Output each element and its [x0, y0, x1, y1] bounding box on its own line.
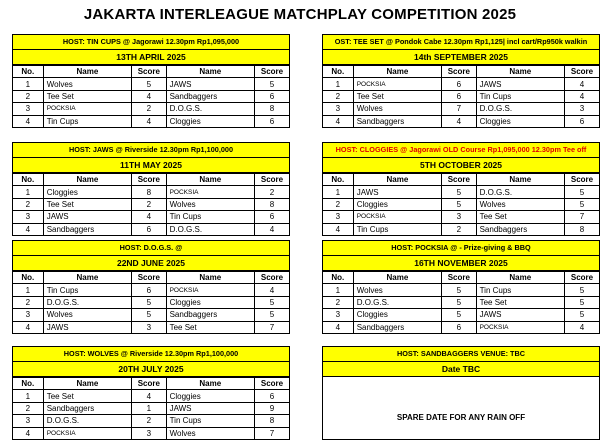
header-score: Score [565, 66, 600, 78]
fixtures-table [13, 377, 289, 439]
round-date: 13TH APRIL 2025 [13, 50, 289, 65]
match-number: 3 [323, 309, 353, 321]
round-block [12, 142, 290, 236]
home-score: 5 [132, 309, 167, 321]
home-score: 6 [442, 90, 477, 102]
table-header-row [13, 66, 289, 78]
away-score: 7 [255, 427, 290, 439]
home-score: 3 [442, 211, 477, 223]
home-score: 8 [132, 186, 167, 198]
away-score: 5 [565, 296, 600, 308]
home-team: Wolves [353, 103, 441, 115]
table-row [323, 115, 599, 127]
away-team: JAWS [166, 402, 254, 414]
match-number: 1 [13, 284, 43, 296]
round-host: OST: TEE SET @ Pondok Cabe 12.30pm Rp1,125| incl cart/Rp950k walkin [323, 35, 599, 50]
round-date: 16TH NOVEMBER 2025 [323, 256, 599, 271]
away-score: 6 [255, 115, 290, 127]
home-team: Tee Set [43, 90, 131, 102]
away-team: Tee Set [476, 296, 564, 308]
header-name: Name [476, 272, 564, 284]
away-team: JAWS [476, 309, 564, 321]
header-name: Name [476, 66, 564, 78]
round-host: HOST: JAWS @ Riverside 12.30pm Rp1,100,000 [13, 143, 289, 158]
home-score: 7 [442, 103, 477, 115]
fixtures-table [13, 271, 289, 333]
header-name: Name [166, 174, 254, 186]
match-number: 2 [323, 296, 353, 308]
away-score: 4 [565, 90, 600, 102]
away-score: 8 [255, 415, 290, 427]
header-no: No. [13, 174, 43, 186]
fixtures-table [13, 173, 289, 235]
fixtures-table [323, 65, 599, 127]
header-no: No. [13, 66, 43, 78]
match-number: 1 [323, 186, 353, 198]
home-team: Cloggies [43, 186, 131, 198]
table-row [323, 186, 599, 198]
away-team: D.O.G.S. [476, 186, 564, 198]
header-score: Score [442, 272, 477, 284]
table-row [323, 309, 599, 321]
table-row [13, 415, 289, 427]
home-team: Sandbaggers [353, 115, 441, 127]
match-number: 1 [323, 78, 353, 90]
header-score: Score [442, 174, 477, 186]
header-score: Score [565, 174, 600, 186]
table-header-row [13, 378, 289, 390]
table-row [13, 402, 289, 414]
away-score: 5 [565, 309, 600, 321]
match-number: 2 [13, 198, 43, 210]
round-date: 11TH MAY 2025 [13, 158, 289, 173]
spare-body [323, 377, 599, 439]
home-score: 3 [132, 427, 167, 439]
home-score: 3 [132, 321, 167, 333]
match-number: 4 [13, 223, 43, 235]
header-no: No. [323, 174, 353, 186]
away-score: 8 [255, 103, 290, 115]
header-name: Name [353, 272, 441, 284]
away-team: Cloggies [166, 390, 254, 402]
header-score: Score [565, 272, 600, 284]
match-number: 4 [13, 321, 43, 333]
home-score: 2 [132, 415, 167, 427]
match-number: 1 [13, 186, 43, 198]
home-team: JAWS [353, 186, 441, 198]
spare-date: Date TBC [323, 362, 599, 377]
away-score: 5 [255, 309, 290, 321]
home-score: 2 [442, 223, 477, 235]
header-score: Score [255, 66, 290, 78]
away-team: Wolves [166, 198, 254, 210]
away-team: Tin Cups [166, 211, 254, 223]
round-host: HOST: WOLVES @ Riverside 12.30pm Rp1,100,000 [13, 347, 289, 362]
away-score: 5 [565, 284, 600, 296]
table-row [323, 198, 599, 210]
round-block [322, 34, 600, 128]
table-header-row [323, 66, 599, 78]
table-header-row [13, 272, 289, 284]
home-team: POCKSIA [43, 103, 131, 115]
table-row [323, 103, 599, 115]
away-team: JAWS [476, 78, 564, 90]
away-score: 5 [255, 296, 290, 308]
home-score: 5 [442, 186, 477, 198]
home-team: Tin Cups [43, 284, 131, 296]
away-score: 8 [565, 223, 600, 235]
fixtures-table [323, 271, 599, 333]
home-team: D.O.G.S. [353, 296, 441, 308]
away-score: 7 [565, 211, 600, 223]
home-score: 4 [132, 115, 167, 127]
home-team: D.O.G.S. [43, 415, 131, 427]
table-row [13, 90, 289, 102]
header-name: Name [353, 174, 441, 186]
table-row [323, 321, 599, 333]
header-name: Name [43, 272, 131, 284]
header-name: Name [43, 174, 131, 186]
match-number: 2 [13, 296, 43, 308]
match-number: 3 [13, 103, 43, 115]
spare-round-block [322, 346, 600, 440]
home-score: 2 [132, 198, 167, 210]
round-date: 22ND JUNE 2025 [13, 256, 289, 271]
away-score: 5 [565, 198, 600, 210]
home-score: 4 [442, 115, 477, 127]
table-header-row [323, 272, 599, 284]
home-team: POCKSIA [353, 78, 441, 90]
away-score: 6 [255, 390, 290, 402]
table-row [323, 296, 599, 308]
table-row [13, 103, 289, 115]
header-name: Name [166, 66, 254, 78]
table-row [323, 211, 599, 223]
header-score: Score [132, 378, 167, 390]
away-score: 4 [255, 223, 290, 235]
away-score: 5 [565, 186, 600, 198]
round-host: HOST: POCKSIA @ - Prize-giving & BBQ [323, 241, 599, 256]
away-team: Cloggies [166, 115, 254, 127]
page-title: JAKARTA INTERLEAGUE MATCHPLAY COMPETITION 2025 [83, 6, 517, 23]
table-row [323, 223, 599, 235]
home-team: Wolves [353, 284, 441, 296]
home-score: 5 [442, 284, 477, 296]
home-team: JAWS [43, 321, 131, 333]
match-number: 2 [13, 402, 43, 414]
away-team: Wolves [166, 427, 254, 439]
round-block [322, 240, 600, 334]
away-team: POCKSIA [166, 284, 254, 296]
round-date: 14th SEPTEMBER 2025 [323, 50, 599, 65]
home-score: 5 [442, 198, 477, 210]
header-score: Score [255, 272, 290, 284]
match-number: 4 [323, 115, 353, 127]
home-team: Tee Set [353, 90, 441, 102]
header-score: Score [255, 174, 290, 186]
away-score: 9 [255, 402, 290, 414]
home-score: 4 [132, 211, 167, 223]
home-score: 6 [132, 284, 167, 296]
away-score: 4 [255, 284, 290, 296]
match-number: 4 [323, 223, 353, 235]
away-team: Sandbaggers [166, 309, 254, 321]
away-team: Tee Set [476, 211, 564, 223]
away-team: POCKSIA [166, 186, 254, 198]
home-score: 4 [132, 390, 167, 402]
away-team: Cloggies [476, 115, 564, 127]
home-team: POCKSIA [43, 427, 131, 439]
table-row [13, 223, 289, 235]
header-no: No. [323, 272, 353, 284]
round-date: 5TH OCTOBER 2025 [323, 158, 599, 173]
round-host: HOST: CLOGGIES @ Jagorawi OLD Course Rp1,095,000 12.30pm Tee off [323, 143, 599, 158]
header-name: Name [353, 66, 441, 78]
home-team: Tin Cups [353, 223, 441, 235]
home-score: 4 [132, 90, 167, 102]
table-row [13, 186, 289, 198]
away-team: POCKSIA [476, 321, 564, 333]
table-row [13, 390, 289, 402]
away-score: 4 [565, 321, 600, 333]
away-score: 6 [565, 115, 600, 127]
header-no: No. [13, 272, 43, 284]
table-row [13, 309, 289, 321]
table-row [323, 78, 599, 90]
match-number: 2 [323, 90, 353, 102]
match-number: 1 [13, 390, 43, 402]
table-row [323, 284, 599, 296]
away-team: Cloggies [166, 296, 254, 308]
header-score: Score [132, 174, 167, 186]
away-team: Wolves [476, 198, 564, 210]
table-header-row [323, 174, 599, 186]
table-header-row [13, 174, 289, 186]
away-team: Sandbaggers [166, 90, 254, 102]
header-name: Name [166, 272, 254, 284]
header-name: Name [43, 66, 131, 78]
round-block [322, 142, 600, 236]
match-number: 3 [323, 103, 353, 115]
home-score: 5 [442, 296, 477, 308]
match-number: 2 [323, 198, 353, 210]
round-date: 20TH JULY 2025 [13, 362, 289, 377]
match-number: 3 [13, 415, 43, 427]
home-team: Sandbaggers [43, 402, 131, 414]
fixtures-table [13, 65, 289, 127]
header-score: Score [132, 66, 167, 78]
away-score: 3 [565, 103, 600, 115]
match-number: 3 [323, 211, 353, 223]
table-row [323, 90, 599, 102]
round-block [12, 34, 290, 128]
home-team: Cloggies [353, 198, 441, 210]
away-team: D.O.G.S. [166, 223, 254, 235]
match-number: 3 [13, 309, 43, 321]
fixtures-table [323, 173, 599, 235]
home-team: Tee Set [43, 198, 131, 210]
home-team: Sandbaggers [353, 321, 441, 333]
spare-host: HOST: SANDBAGGERS VENUE: TBC [323, 347, 599, 362]
away-score: 7 [255, 321, 290, 333]
home-score: 5 [132, 296, 167, 308]
away-team: Tee Set [166, 321, 254, 333]
home-team: Sandbaggers [43, 223, 131, 235]
away-score: 6 [255, 211, 290, 223]
table-row [13, 321, 289, 333]
match-number: 4 [13, 115, 43, 127]
table-row [13, 115, 289, 127]
home-team: Tin Cups [43, 115, 131, 127]
table-row [13, 78, 289, 90]
away-team: D.O.G.S. [166, 103, 254, 115]
home-score: 5 [132, 78, 167, 90]
away-score: 4 [565, 78, 600, 90]
header-score: Score [442, 66, 477, 78]
home-team: D.O.G.S. [43, 296, 131, 308]
match-number: 4 [323, 321, 353, 333]
round-host: HOST: D.O.G.S. @ [13, 241, 289, 256]
table-row [13, 211, 289, 223]
away-team: Sandbaggers [476, 223, 564, 235]
header-no: No. [13, 378, 43, 390]
match-number: 2 [13, 90, 43, 102]
home-team: Cloggies [353, 309, 441, 321]
match-number: 1 [13, 78, 43, 90]
home-score: 6 [442, 321, 477, 333]
header-name: Name [166, 378, 254, 390]
table-row [13, 427, 289, 439]
home-team: POCKSIA [353, 211, 441, 223]
match-number: 1 [323, 284, 353, 296]
home-team: JAWS [43, 211, 131, 223]
home-score: 6 [442, 78, 477, 90]
away-score: 5 [255, 78, 290, 90]
header-score: Score [132, 272, 167, 284]
table-row [13, 284, 289, 296]
table-row [13, 296, 289, 308]
header-score: Score [255, 378, 290, 390]
away-team: D.O.G.S. [476, 103, 564, 115]
header-name: Name [43, 378, 131, 390]
spare-note: SPARE DATE FOR ANY RAIN OFF [396, 413, 526, 422]
home-score: 1 [132, 402, 167, 414]
away-team: Tin Cups [476, 284, 564, 296]
match-number: 4 [13, 427, 43, 439]
round-block [12, 346, 290, 440]
round-host: HOST: TIN CUPS @ Jagorawi 12.30pm Rp1,095,000 [13, 35, 289, 50]
home-score: 5 [442, 309, 477, 321]
away-score: 6 [255, 90, 290, 102]
header-name: Name [476, 174, 564, 186]
header-no: No. [323, 66, 353, 78]
home-team: Tee Set [43, 390, 131, 402]
away-team: Tin Cups [166, 415, 254, 427]
table-row [13, 198, 289, 210]
away-score: 2 [255, 186, 290, 198]
home-score: 6 [132, 223, 167, 235]
away-team: Tin Cups [476, 90, 564, 102]
home-score: 2 [132, 103, 167, 115]
home-team: Wolves [43, 78, 131, 90]
home-team: Wolves [43, 309, 131, 321]
away-team: JAWS [166, 78, 254, 90]
away-score: 8 [255, 198, 290, 210]
round-block [12, 240, 290, 334]
match-number: 3 [13, 211, 43, 223]
